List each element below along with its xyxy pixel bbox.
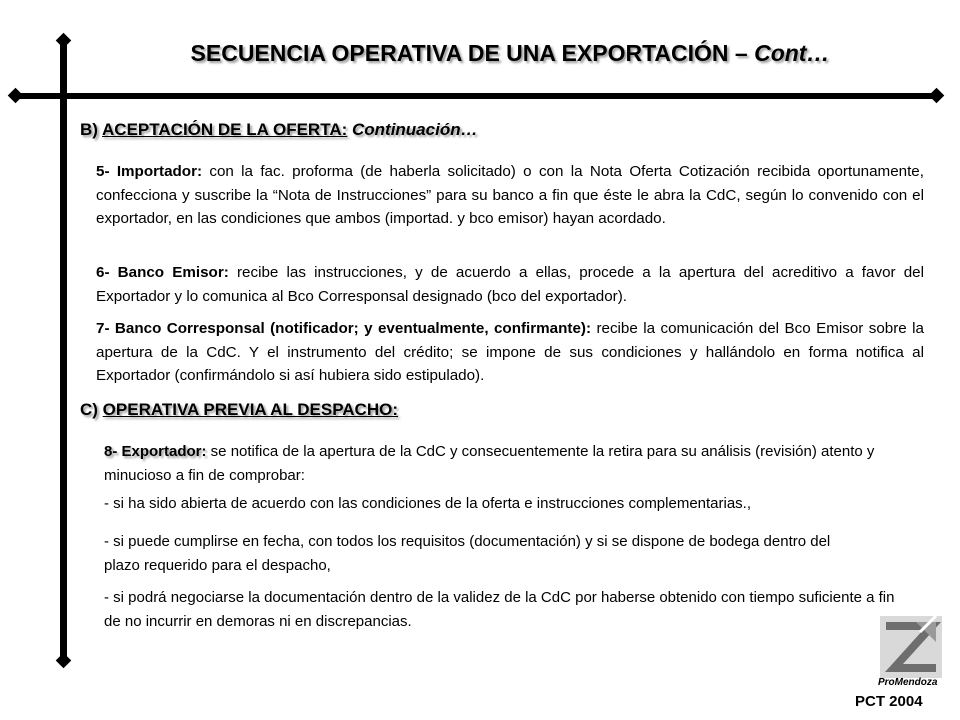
promendoza-logo-icon [880, 616, 942, 678]
paragraph-8: 8- Exportador: se notifica de la apertura de la CdC y consecuentemente la retira para su análisis (revisión) atento y minucioso a fin de comprobar: [104, 443, 875, 484]
bullet-3: - si podrá negociarse la documentación dentro de la validez de la CdC por haberse obtenido con tiempo suficiente a fin de no incurrir en demoras ni en discrepancias. [104, 589, 895, 630]
paragraph-6: 6- Banco Emisor: recibe las instrucciones, y de acuerdo a ellas, procede a la apertura del acreditivo a favor del Exportador y lo comunica al Bco Corresponsal designado (bco del exportador). [96, 264, 925, 305]
vertical-rule [60, 40, 67, 662]
bullet-2: - si puede cumplirse en fecha, con todos los requisitos (documentación) y si se dispone de bodega dentro del plazo requerido para el despacho, [104, 533, 831, 574]
horizontal-rule [16, 93, 940, 99]
diamond-right [929, 88, 945, 104]
diamond-left [8, 88, 24, 104]
brand-name: ProMendoza [878, 677, 938, 688]
bullet-1: - si ha sido abierta de acuerdo con las condiciones de la oferta e instrucciones complementarias., [104, 495, 752, 512]
section-b-heading: B) ACEPTACIÓN DE LA OFERTA: Continuación… [80, 120, 478, 139]
footer-label: PCT 2004 [855, 693, 923, 710]
paragraph-5: 5- Importador: con la fac. proforma (de haberla solicitado) o con la Nota Oferta Cotización recibida oportunamente, confecciona y suscribe la “Nota de Instrucciones” para su banco a fin que éste le abra la CdC, según lo convenido con el exportador, en las condiciones que ambos (importad. y bco emisor) hayan acordado. [96, 163, 924, 227]
section-c-heading: C) OPERATIVA PREVIA AL DESPACHO: [80, 400, 398, 419]
paragraph-7: 7- Banco Corresponsal (notificador; y eventualmente, confirmante): recibe la comunicación del Bco Emisor sobre la apertura de la CdC. Y el instrumento del crédito; se impone de sus condiciones y hallándolo en forma notifica al Exportador (confirmándolo si así hubiera sido estipulado). [96, 320, 924, 384]
diamond-top [56, 33, 72, 49]
page-title: SECUENCIA OPERATIVA DE UNA EXPORTACIÓN – Cont… [190, 40, 830, 66]
diamond-bottom [56, 653, 72, 669]
